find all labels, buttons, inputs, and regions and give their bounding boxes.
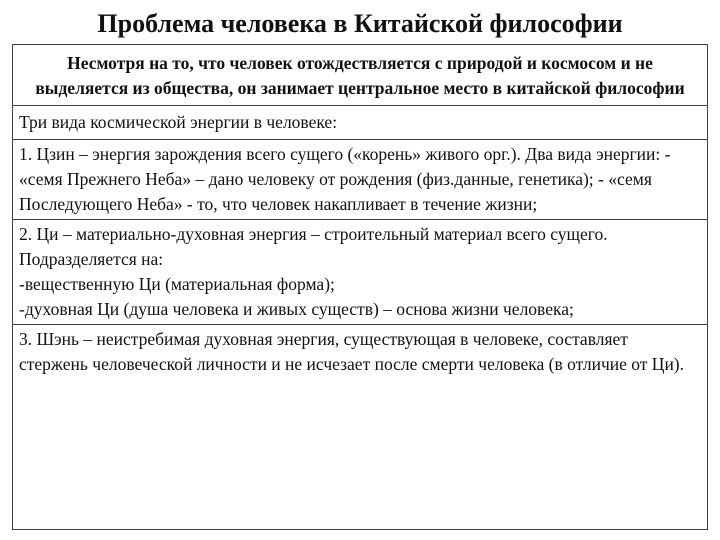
page-title: Проблема человека в Китайской философии — [97, 9, 623, 38]
energy-item-qi — [13, 220, 707, 325]
item-subline: -духовная Ци (душа человека и живых существ) – основа жизни человека; — [19, 299, 574, 319]
content-table — [12, 44, 708, 530]
energy-item-shen — [13, 325, 707, 529]
item-text: 1. Цзин – энергия зарождения всего сущего («корень» живого орг.). Два вида энергии: - «семя Прежнего Неба» – дано человеку от рождения (физ.данные, генетика); - «семя Последующего Неба» - то, что человек накапливает в течение жизни; — [19, 144, 671, 214]
item-subline: -вещественную Ци (материальная форма); — [19, 274, 335, 294]
item-text: 2. Ци – материально-духовная энергия – строительный материал всего сущего. Подразделяется на: — [19, 224, 608, 269]
energy-types-heading: Три вида космической энергии в человеке: — [13, 106, 707, 140]
item-text: 3. Шэнь – неистребимая духовная энергия, существующая в человеке, составляет стержень человеческой личности и не исчезает после смерти человека (в отличие от Ци). — [19, 329, 685, 374]
intro-statement: Несмотря на то, что человек отождествляется с природой и космосом и не выделяется из общества, он занимает центральное место в китайской философии — [13, 45, 707, 106]
energy-item-jing — [13, 140, 707, 220]
